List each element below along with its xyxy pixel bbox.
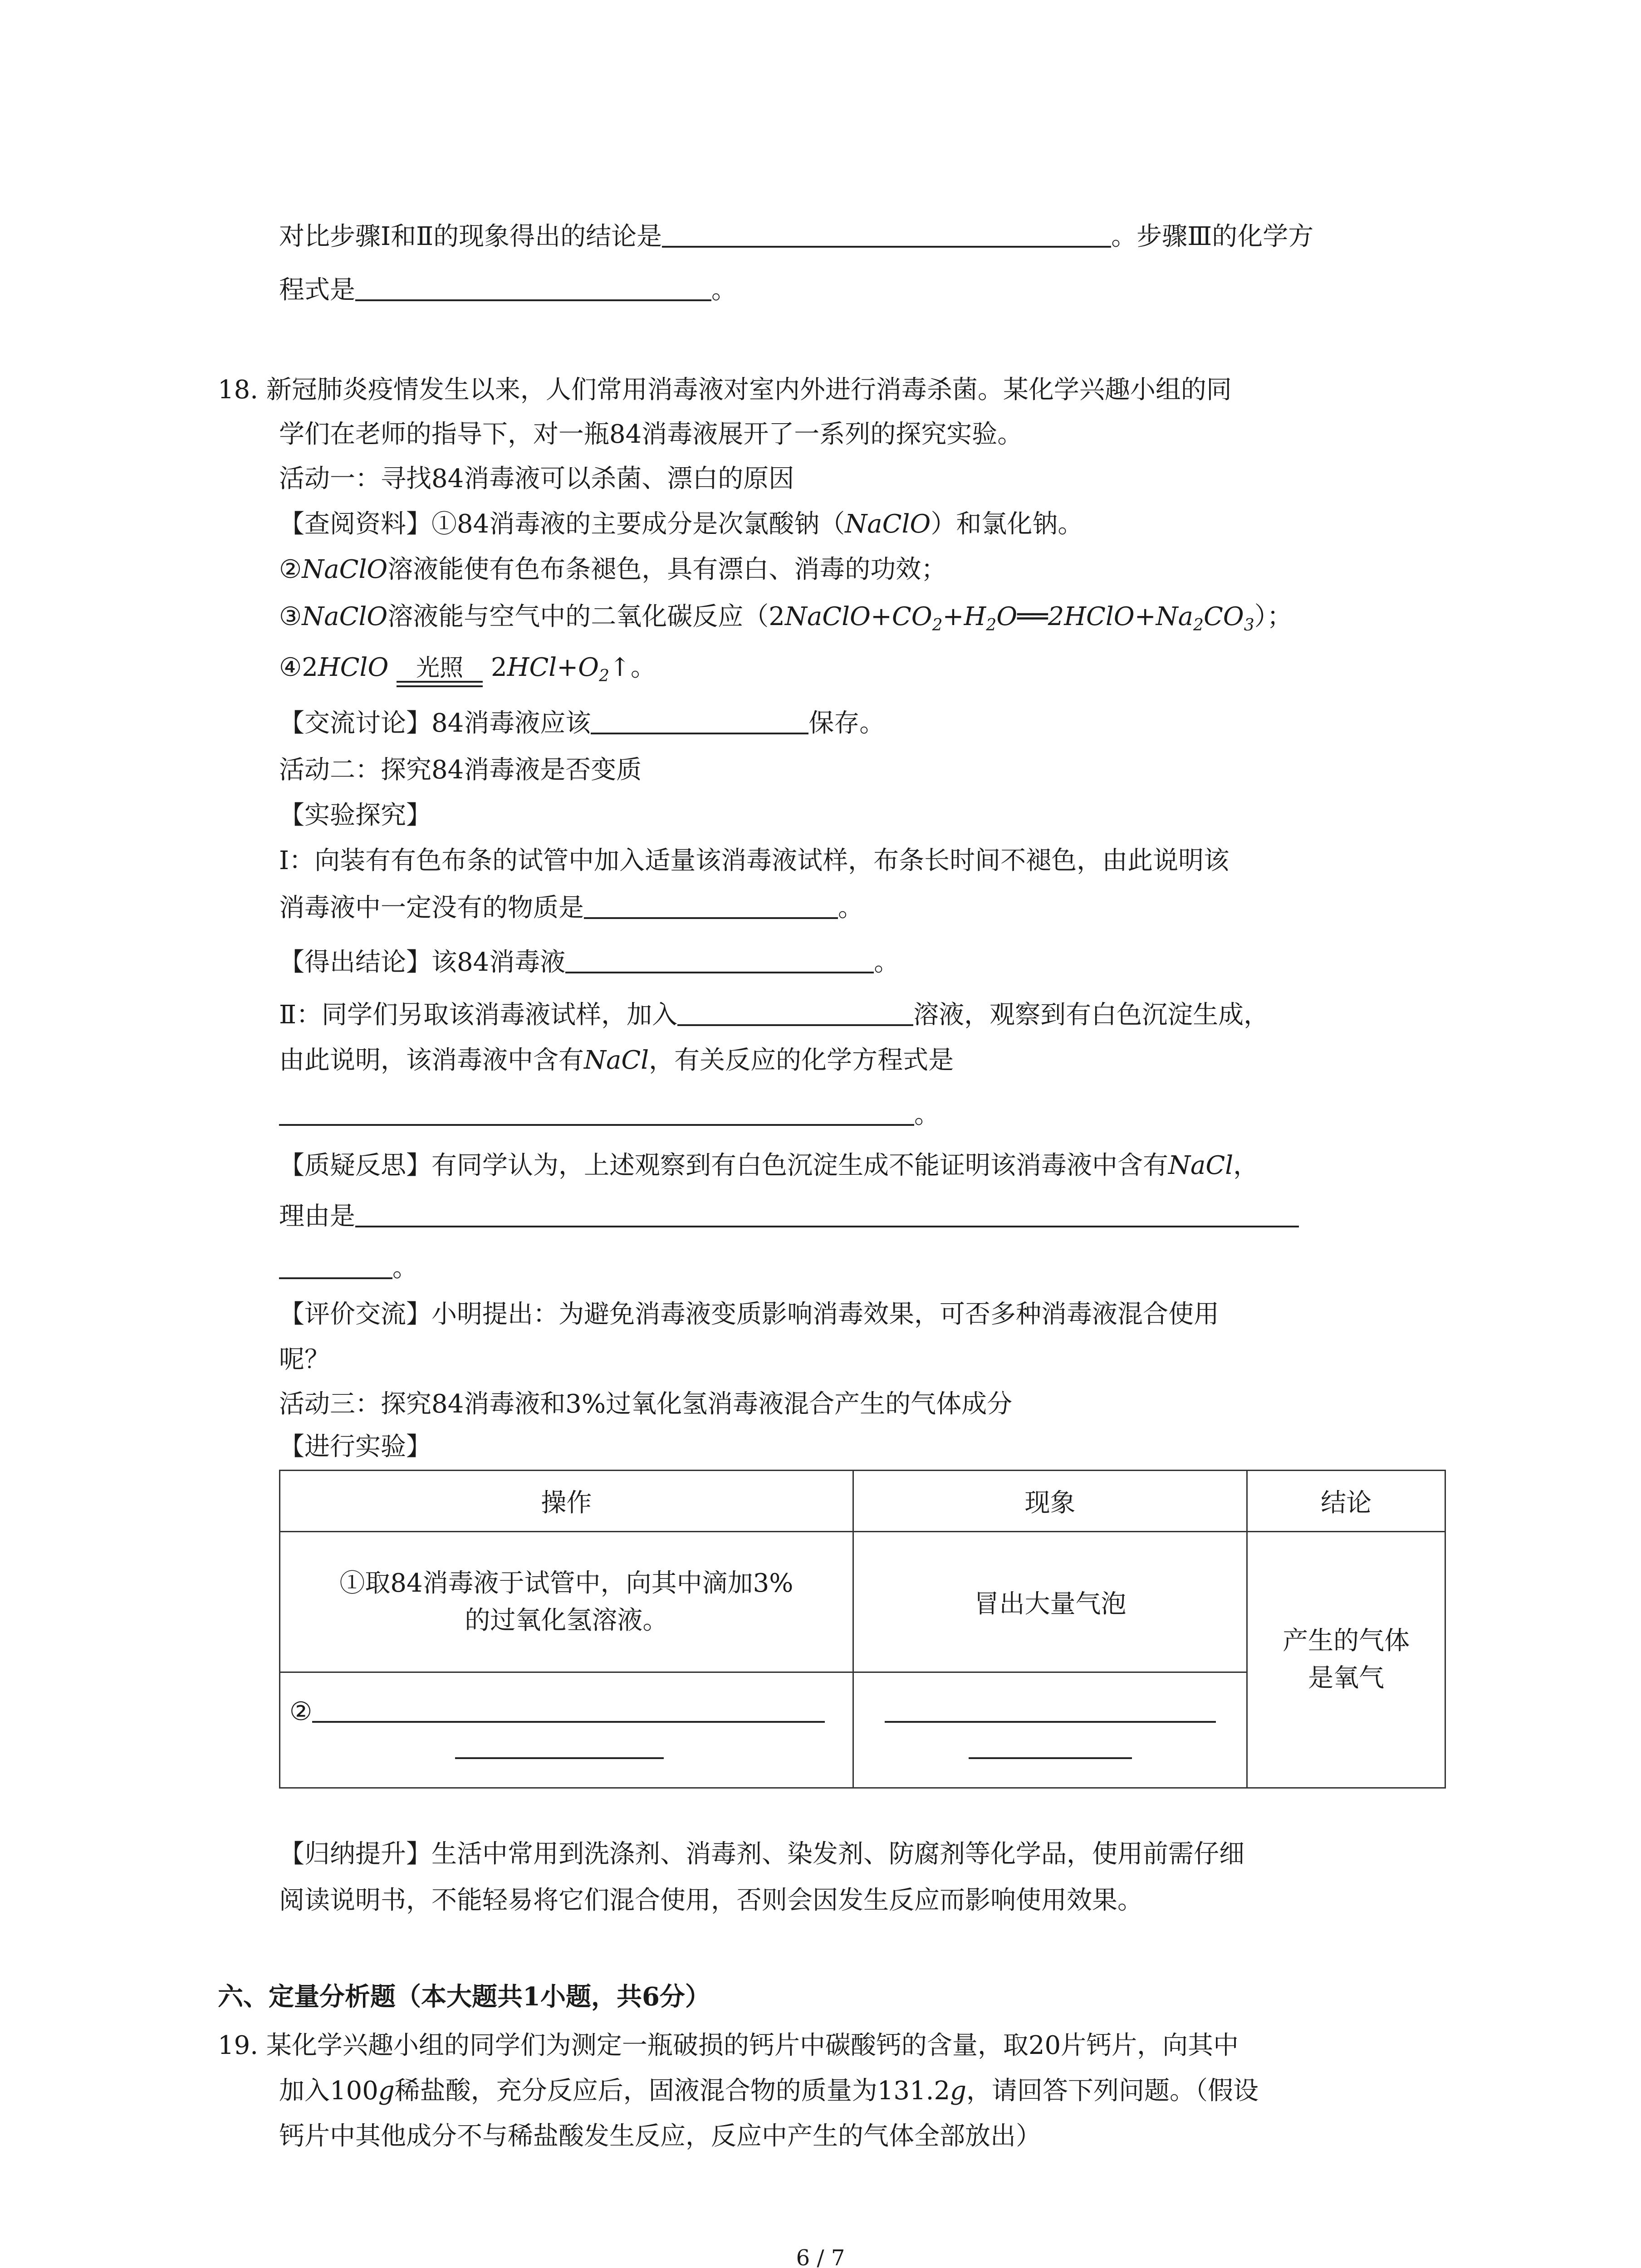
reference-1 bbox=[279, 506, 1083, 543]
text: 消毒液中一定没有的物质是 bbox=[279, 893, 584, 923]
text: 。步骤Ⅲ的化学方 bbox=[1111, 222, 1314, 251]
text: 是氧气 bbox=[1308, 1663, 1385, 1693]
text: 钙片中其他成分不与稀盐酸发生反应，反应中产生的气体全部放出） bbox=[279, 2121, 1041, 2151]
text: 【交流讨论】84消毒液应该 bbox=[279, 709, 591, 738]
conclusion bbox=[279, 944, 899, 981]
text: 六、定量分析题（本大题共1小题，共6分） bbox=[218, 1982, 710, 2012]
text: 活动二：探究84消毒液是否变质 bbox=[279, 755, 642, 785]
text: ①取84消毒液于试管中，向其中滴加3% bbox=[339, 1568, 794, 1598]
reference-4 bbox=[279, 650, 656, 687]
unit: g bbox=[950, 2076, 966, 2106]
text: 。 bbox=[874, 948, 900, 977]
text: 保存。 bbox=[808, 709, 885, 738]
answer-blank[interactable] bbox=[455, 1730, 664, 1759]
doubt-line-3 bbox=[279, 1250, 418, 1286]
formula: HClO bbox=[318, 653, 389, 682]
text: ， bbox=[1233, 1151, 1259, 1180]
text: 溶液能使有色布条褪色，具有漂白、消毒的功效； bbox=[387, 555, 947, 584]
text: 溶液，观察到有白色沉淀生成， bbox=[913, 1000, 1269, 1030]
answer-blank[interactable] bbox=[565, 944, 874, 973]
text: 的过氧化氢溶液。 bbox=[465, 1605, 668, 1635]
text: 。 bbox=[711, 275, 737, 305]
formula: CO bbox=[1203, 602, 1244, 631]
prev-line-1 bbox=[279, 219, 1313, 255]
experiment-table bbox=[279, 1470, 1446, 1789]
text: 稀盐酸，充分反应后，固液混合物的质量为131.2 bbox=[394, 2076, 950, 2106]
text: 学们在老师的指导下，对一瓶84消毒液展开了一系列的探究实验。 bbox=[279, 420, 1023, 449]
text: 【归纳提升】生活中常用到洗涤剂、消毒剂、染发剂、防腐剂等化学品，使用前需仔细 bbox=[279, 1839, 1244, 1869]
text: 【查阅资料】①84消毒液的主要成分是次氯酸钠（ bbox=[279, 509, 845, 539]
formula: NaClO bbox=[302, 602, 388, 631]
row1-operation bbox=[280, 1532, 853, 1672]
formula: HCl+O bbox=[507, 653, 599, 682]
formula: NaClO+CO bbox=[784, 602, 932, 631]
text: 【进行实验】 bbox=[279, 1432, 431, 1461]
text: 程式是 bbox=[279, 275, 355, 305]
row2-phenomenon bbox=[853, 1672, 1247, 1788]
explore-label bbox=[279, 797, 431, 834]
text: ）和氯化钠。 bbox=[931, 509, 1083, 539]
step-1-line-1 bbox=[279, 843, 1229, 879]
equals-sign: ══ bbox=[1017, 602, 1048, 631]
answer-blank[interactable] bbox=[677, 997, 913, 1026]
answer-blank[interactable] bbox=[662, 219, 1111, 248]
text: 。 bbox=[914, 1100, 940, 1129]
q19-line-2 bbox=[279, 2073, 1259, 2109]
reaction-condition bbox=[397, 655, 483, 687]
step-2-line-1 bbox=[279, 997, 1269, 1033]
text: 。 bbox=[392, 1253, 418, 1283]
header-conclusion: 结论 bbox=[1247, 1471, 1445, 1532]
text: 某化学兴趣小组的同学们为测定一瓶破损的钙片中碳酸钙的含量，取20片钙片，向其中 bbox=[266, 2031, 1239, 2060]
text: 对比步骤Ⅰ和Ⅱ的现象得出的结论是 bbox=[279, 222, 662, 251]
formula: 2HClO+Na bbox=[1048, 602, 1194, 631]
page-number: 6 / 7 bbox=[796, 2245, 845, 2268]
answer-blank[interactable] bbox=[584, 890, 838, 919]
text: 理由是 bbox=[279, 1202, 355, 1231]
text: 【评价交流】小明提出：为避免消毒液变质影响消毒效果，可否多种消毒液混合使用 bbox=[279, 1300, 1219, 1329]
answer-blank[interactable] bbox=[312, 1694, 825, 1723]
text: 呢？ bbox=[279, 1345, 330, 1374]
table-header-row bbox=[280, 1471, 1445, 1532]
double-bar bbox=[397, 681, 483, 687]
text: 产生的气体 bbox=[1283, 1626, 1410, 1656]
text: 加入100 bbox=[279, 2076, 378, 2106]
answer-blank[interactable] bbox=[279, 1250, 392, 1279]
summary-line-1 bbox=[279, 1836, 1244, 1872]
formula: NaClO bbox=[302, 555, 388, 584]
text: 阅读说明书，不能轻易将它们混合使用，否则会因发生反应而影响使用效果。 bbox=[279, 1886, 1143, 1915]
text: ↑。 bbox=[609, 653, 656, 682]
subscript: 2 bbox=[1193, 616, 1204, 635]
question-number: 18. bbox=[218, 375, 259, 405]
text: 活动一：寻找84消毒液可以杀菌、漂白的原因 bbox=[279, 464, 794, 494]
text: ② bbox=[279, 555, 302, 584]
q18-line-1 bbox=[218, 372, 1232, 408]
text: ，请回答下列问题。（假设 bbox=[966, 2076, 1259, 2106]
activity-2 bbox=[279, 752, 642, 788]
text: 溶液能与空气中的二氧化碳反应（2 bbox=[387, 602, 785, 631]
table-row bbox=[280, 1532, 1445, 1672]
row1-phenomenon: 冒出大量气泡 bbox=[853, 1532, 1247, 1672]
discussion bbox=[279, 705, 885, 742]
text: 由此说明，该消毒液中含有 bbox=[279, 1046, 584, 1075]
q18-line-2 bbox=[279, 416, 1023, 453]
formula: O bbox=[996, 602, 1018, 631]
summary-line-2 bbox=[279, 1882, 1143, 1919]
activity-1 bbox=[279, 461, 794, 497]
doubt-line-2 bbox=[279, 1198, 1299, 1235]
question-number: 19. bbox=[218, 2031, 259, 2060]
text: ④2 bbox=[279, 653, 318, 682]
step-2-line-2 bbox=[279, 1042, 954, 1079]
header-operation: 操作 bbox=[280, 1471, 853, 1532]
formula: NaCl bbox=[1168, 1151, 1234, 1180]
evaluation-line-1 bbox=[279, 1296, 1219, 1333]
section-6-title bbox=[218, 1979, 710, 2015]
subscript: 2 bbox=[932, 616, 943, 635]
text: 活动三：探究84消毒液和3%过氧化氢消毒液混合产生的气体成分 bbox=[279, 1389, 1013, 1419]
answer-blank[interactable] bbox=[355, 272, 711, 301]
reference-2 bbox=[279, 552, 946, 588]
q19-line-3 bbox=[279, 2118, 1041, 2155]
text: 【质疑反思】有同学认为，上述观察到有白色沉淀生成不能证明该消毒液中含有 bbox=[279, 1151, 1168, 1180]
text: ，有关反应的化学方程式是 bbox=[649, 1046, 954, 1075]
do-experiment-label bbox=[279, 1429, 431, 1465]
text: 【实验探究】 bbox=[279, 801, 431, 830]
reference-3 bbox=[279, 599, 1293, 635]
answer-blank[interactable] bbox=[885, 1694, 1216, 1723]
doubt-line-1 bbox=[279, 1148, 1259, 1184]
text: ）； bbox=[1254, 602, 1293, 631]
answer-blank[interactable] bbox=[969, 1730, 1132, 1759]
text: 新冠肺炎疫情发生以来，人们常用消毒液对室内外进行消毒杀菌。某化学兴趣小组的同 bbox=[266, 375, 1232, 405]
q19-line-1 bbox=[218, 2028, 1239, 2064]
text: 【得出结论】该84消毒液 bbox=[279, 948, 566, 977]
text: Ⅰ：向装有有色布条的试管中加入适量该消毒液试样，布条长时间不褪色，由此说明该 bbox=[279, 846, 1230, 875]
answer-blank[interactable] bbox=[591, 705, 808, 734]
formula: +H bbox=[942, 602, 986, 631]
conclusion-cell bbox=[1247, 1532, 1445, 1788]
text: 。 bbox=[838, 893, 863, 923]
answer-blank[interactable] bbox=[355, 1198, 1299, 1227]
header-phenomenon: 现象 bbox=[853, 1471, 1247, 1532]
activity-3 bbox=[279, 1386, 1012, 1422]
subscript: 2 bbox=[599, 667, 609, 685]
text: 2 bbox=[490, 653, 507, 682]
formula: NaCl bbox=[584, 1046, 649, 1075]
row2-operation bbox=[280, 1672, 853, 1788]
prev-line-2 bbox=[279, 272, 737, 308]
evaluation-line-2 bbox=[279, 1342, 330, 1378]
text: ② bbox=[289, 1697, 313, 1726]
step-2-line-3 bbox=[279, 1097, 940, 1133]
text: ③ bbox=[279, 602, 302, 631]
text: Ⅱ：同学们另取该消毒液试样，加入 bbox=[279, 1000, 678, 1030]
answer-blank[interactable] bbox=[279, 1097, 914, 1126]
step-1-line-2 bbox=[279, 890, 863, 926]
subscript: 2 bbox=[986, 616, 997, 635]
condition-label: 光照 bbox=[416, 655, 464, 682]
subscript: 3 bbox=[1244, 616, 1254, 635]
unit: g bbox=[378, 2076, 395, 2106]
formula: NaClO bbox=[845, 509, 931, 539]
